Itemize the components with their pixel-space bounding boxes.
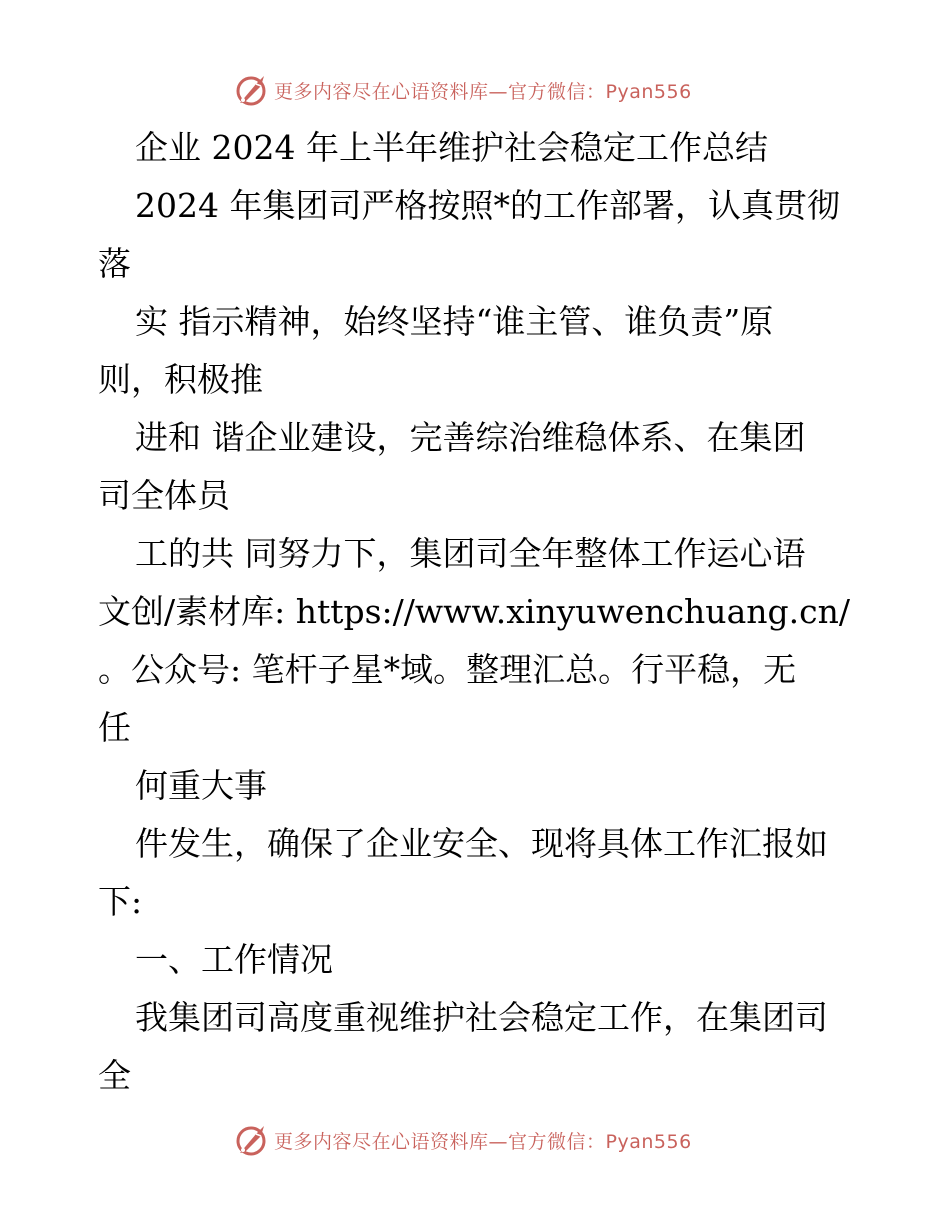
watermark-text: 更多内容尽在心语资料库—官方微信：Pyan556 [274,1130,692,1153]
paragraph-line: 工的共 同努力下，集团司全年整体工作运心语 [135,534,806,573]
paragraph-line-url: 文创/素材库: https://www.xinyuwenchuang.cn/ [98,592,850,631]
quill-pen-logo-icon [234,72,270,108]
footer-watermark [0,1120,950,1160]
paragraph-line: 下: [98,882,143,921]
paragraph-line: 件发生，确保了企业安全、现将具体工作汇报如 [135,824,828,863]
paragraph-line: 我集团司高度重视维护社会稳定工作，在集团司 [135,998,828,1037]
paragraph-line: 实 指示精神，始终坚持“谁主管、谁负责”原 [135,302,774,341]
paragraph-line: 。公众号: 笔杆子星*域。整理汇总。行平稳，无 [98,650,797,689]
paragraph-line: 2024 年集团司严格按照*的工作部署，认真贯彻 [135,186,840,225]
paragraph-line: 全 [98,1056,131,1095]
watermark-text: 更多内容尽在心语资料库—官方微信：Pyan556 [274,80,692,103]
quill-pen-logo-icon [234,1122,270,1158]
paragraph-line: 进和 谐企业建设，完善综治维稳体系、在集团 [135,418,806,457]
header-watermark [0,70,950,110]
paragraph-line: 司全体员 [98,476,230,515]
section-heading: 一、工作情况 [135,940,333,979]
document-title: 企业 2024 年上半年维护社会稳定工作总结 [135,128,768,167]
paragraph-line: 则，积极推 [98,360,263,399]
paragraph-line: 落 [98,244,131,283]
paragraph-line: 何重大事 [135,766,267,805]
paragraph-line: 任 [98,708,131,747]
